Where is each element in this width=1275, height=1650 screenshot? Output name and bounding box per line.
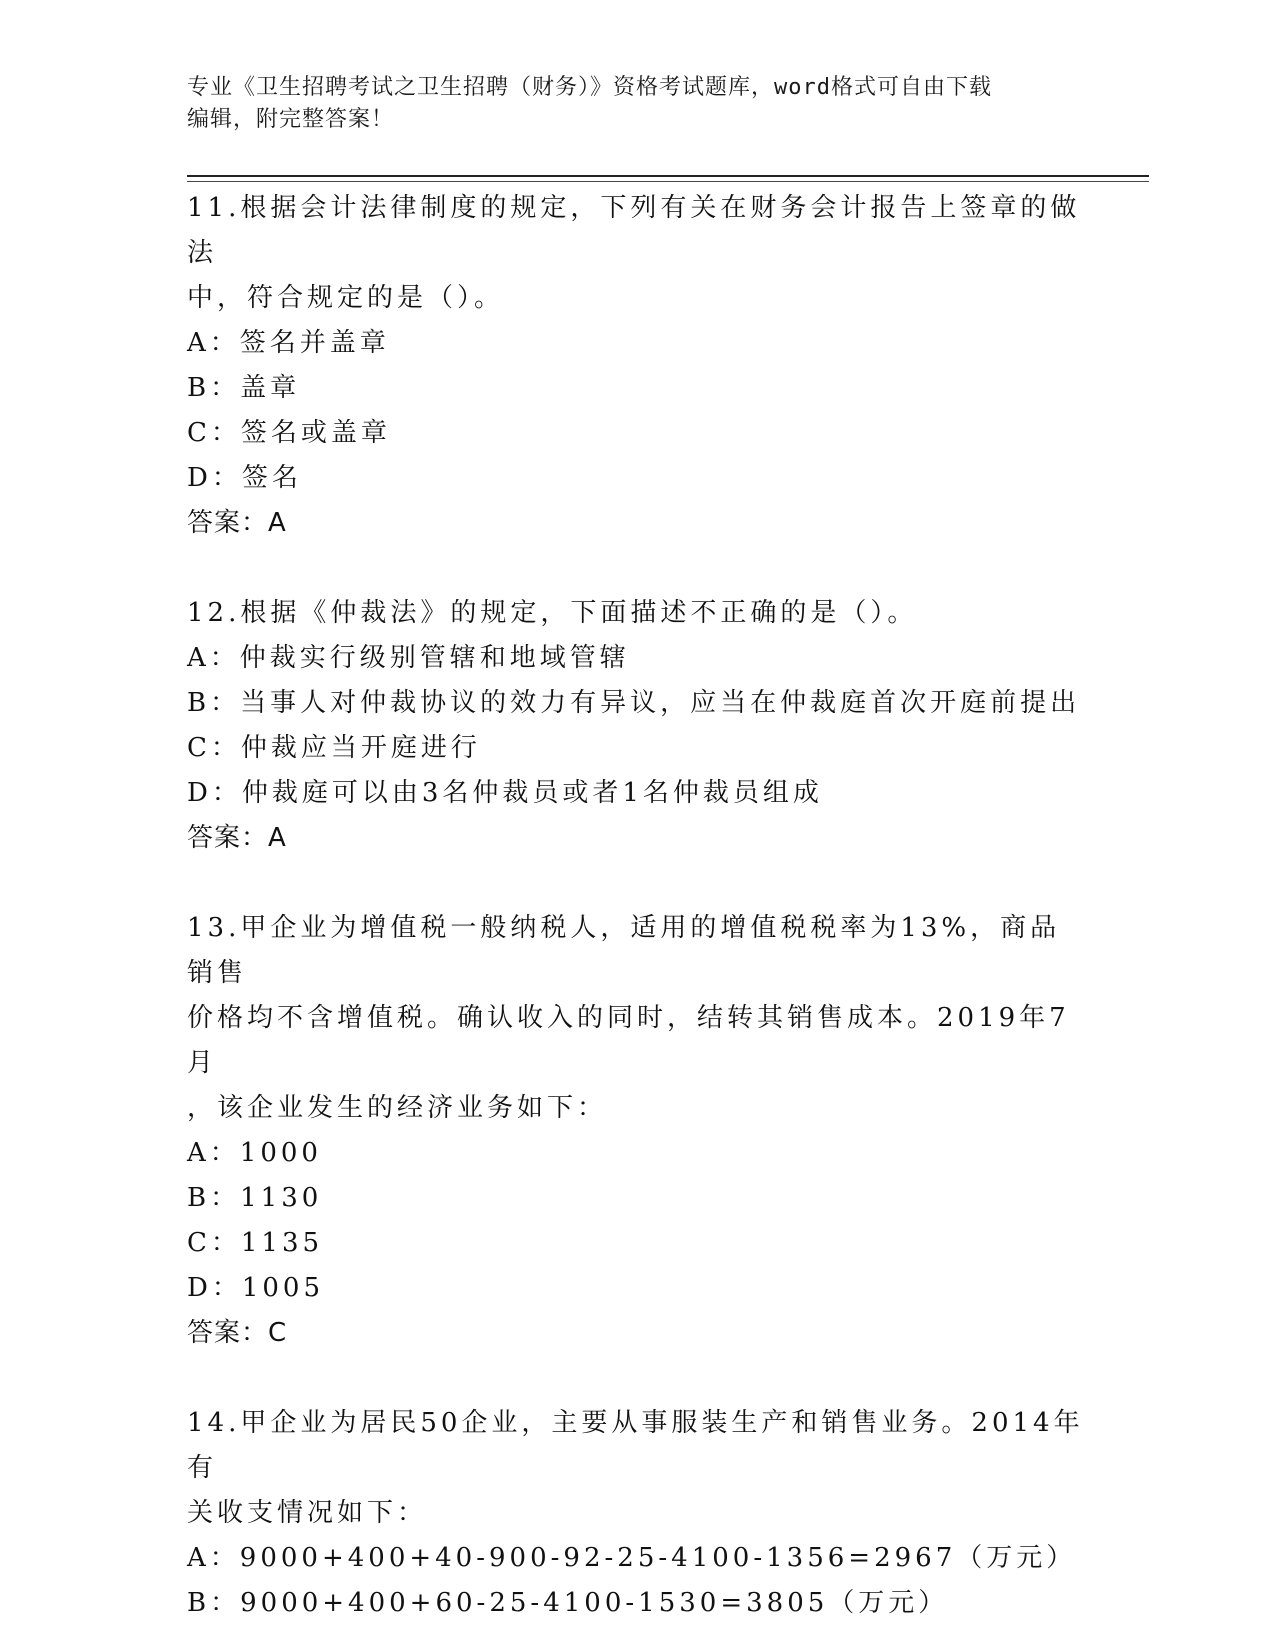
question-stem-line: 关收支情况如下： [187,1498,428,1528]
question-11 [187,186,1087,546]
option-b: B：当事人对仲裁协议的效力有异议，应当在仲裁庭首次开庭前提出 [187,688,1081,718]
option-d: D：仲裁庭可以由3名仲裁员或者1名仲裁员组成 [187,778,823,808]
document-header [187,72,1087,136]
option-d: D：1005 [187,1273,325,1303]
option-a: A：1000 [187,1138,322,1168]
question-stem-line: 中，符合规定的是（）。 [187,283,505,313]
question-stem-line: 14.甲企业为居民50企业，主要从事服装生产和销售业务。2014年有 [187,1408,1084,1483]
option-d: D：签名 [187,463,302,493]
option-a: A：签名并盖章 [187,328,390,358]
question-spacer [187,546,1087,591]
question-stem-line: 11.根据会计法律制度的规定，下列有关在财务会计报告上签章的做法 [187,193,1081,268]
option-a: A：仲裁实行级别管辖和地域管辖 [187,643,630,673]
question-14 [187,1401,1087,1626]
question-spacer [187,861,1087,906]
question-13 [187,906,1087,1356]
option-c: C：仲裁应当开庭进行 [187,733,481,763]
option-a: A：9000+400+40-900-92-25-4100-1356=2967（万元） [187,1543,1077,1573]
option-b: B：盖章 [187,373,301,403]
question-stem-line: 12.根据《仲裁法》的规定，下面描述不正确的是（）。 [187,598,918,628]
answer-line: 答案：C [187,1318,288,1348]
option-b: B：1130 [187,1183,323,1213]
header-divider-thin [187,181,1149,182]
header-line-1: 专业《卫生招聘考试之卫生招聘（财务）》资格考试题库，word格式可自由下载 [187,75,992,100]
question-spacer [187,1356,1087,1401]
question-12 [187,591,1087,861]
question-list [187,186,1087,1626]
header-line-2: 编辑，附完整答案！ [187,107,395,132]
question-stem-line: 13.甲企业为增值税一般纳税人，适用的增值税税率为13%，商品销售 [187,913,1061,988]
answer-line: 答案：A [187,823,287,853]
option-b: B：9000+400+60-25-4100-1530=3805（万元） [187,1588,949,1618]
answer-line: 答案：A [187,508,287,538]
header-divider-thick [187,175,1149,177]
question-stem-line: 价格均不含增值税。确认收入的同时，结转其销售成本。2019年7月 [187,1003,1070,1078]
question-stem-line: ，该企业发生的经济业务如下： [187,1093,608,1123]
option-c: C：1135 [187,1228,324,1258]
option-c: C：签名或盖章 [187,418,391,448]
